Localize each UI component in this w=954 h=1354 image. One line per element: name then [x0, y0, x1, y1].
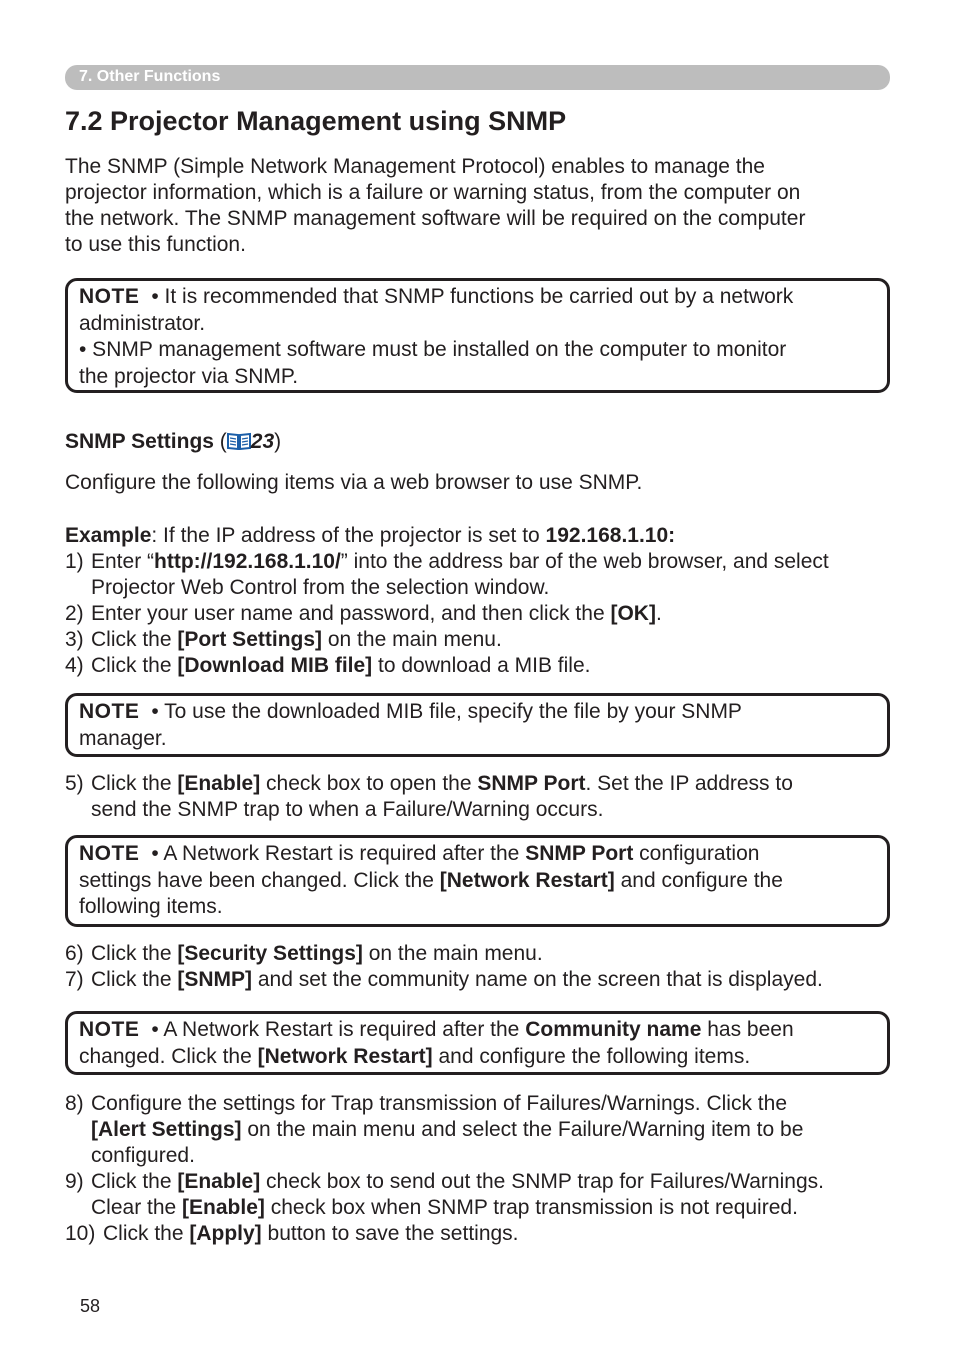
chapter-header-bar [65, 65, 890, 90]
step-3: 3) Click the [Port Settings] on the main menu. [65, 628, 502, 651]
note-box-1: NOTE • It is recommended that SNMP functions be carried out by a network administrator. • SNMP management software must be installed on the computer to monitor the projector via SNMP. [65, 278, 890, 393]
step-5: 5) Click the [Enable] check box to open the SNMP Port. Set the IP address to send the SNMP trap to when a Failure/Warning occurs. [65, 772, 793, 821]
step-4: 4) Click the [Download MIB file] to download a MIB file. [65, 654, 591, 677]
step-8: 8) Configure the settings for Trap transmission of Failures/Warnings. Click the [Alert Settings] on the main menu and select the Failure/Warning item to be configured. [65, 1092, 804, 1167]
step-2: 2) Enter your user name and password, and then click the [OK]. [65, 602, 662, 625]
book-reference-icon [227, 432, 251, 450]
page-number: 58 [80, 1296, 101, 1316]
note-box-2: NOTE • To use the downloaded MIB file, specify the file by your SNMP manager. [65, 693, 890, 757]
configure-text: Configure the following items via a web browser to use SNMP. [65, 471, 643, 494]
step-9: 9) Click the [Enable] check box to send out the SNMP trap for Failures/Warnings. Clear the [Enable] check box when SNMP trap transmission is not required. [65, 1170, 824, 1219]
intro-paragraph: The SNMP (Simple Network Management Protocol) enables to manage the projector information, which is a failure or warning status, from the computer on the network. The SNMP management software will be required on the computer to use this function. [65, 155, 806, 256]
step-6: 6) Click the [Security Settings] on the main menu. [65, 942, 543, 965]
step-1: 1) Enter “http://192.168.1.10/” into the address bar of the web browser, and select Projector Web Control from the selection window. [65, 550, 829, 599]
step-10: 10) Click the [Apply] button to save the settings. [65, 1222, 519, 1245]
chapter-label: 7. Other Functions [79, 68, 221, 85]
example-line: Example: If the IP address of the projector is set to 192.168.1.10: [65, 524, 676, 547]
note-box-4: NOTE • A Network Restart is required after the Community name has been changed. Click the [Network Restart] and configure the following items. [65, 1011, 890, 1075]
step-7: 7) Click the [SNMP] and set the community name on the screen that is displayed. [65, 968, 823, 991]
note-box-3: NOTE • A Network Restart is required after the SNMP Port configuration settings have been changed. Click the [Network Restart] and configure the following items. [65, 835, 890, 927]
note-label: NOTE [79, 285, 140, 308]
snmp-settings-heading: SNMP Settings ( 23) [65, 430, 282, 453]
reference-page-link[interactable]: 23 [250, 430, 275, 453]
page-title: 7.2 Projector Management using SNMP [65, 106, 567, 136]
